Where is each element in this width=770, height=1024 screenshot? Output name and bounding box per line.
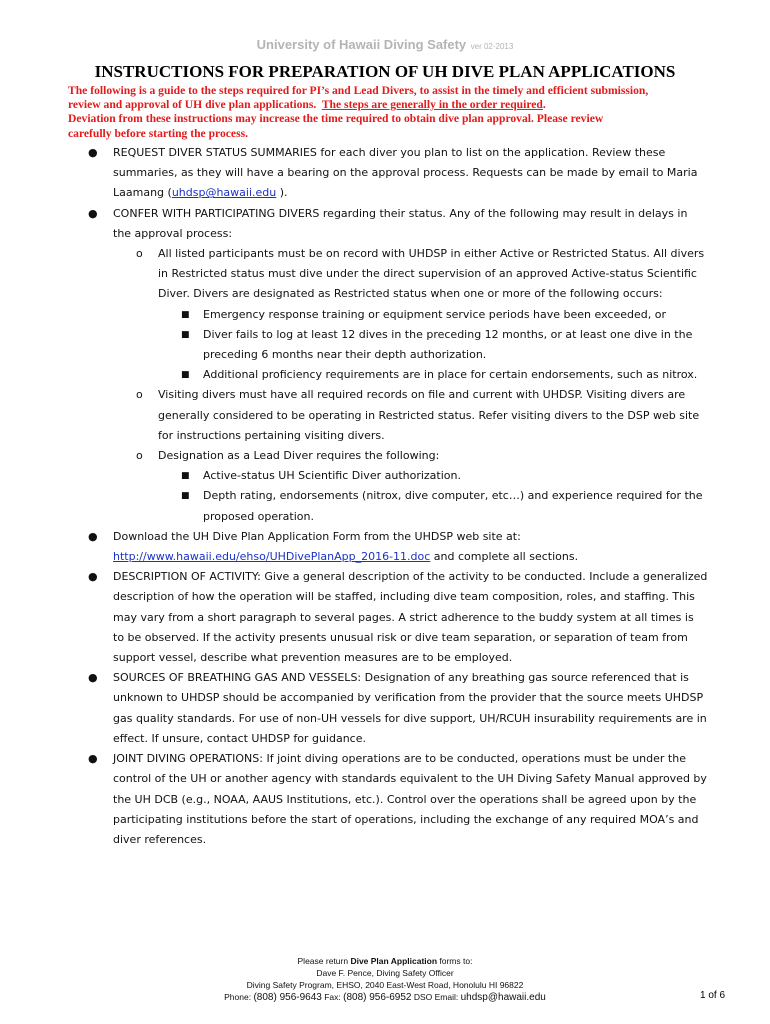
sub-sub-list-item: ■ Additional proficiency requirements are in place for certain endorsements, such as nitrox. — [68, 365, 708, 385]
bullet-icon: ● — [88, 570, 98, 584]
sub-sub-list-item: ■ Active-status UH Scientific Diver authorization. — [68, 466, 708, 486]
footer-contact: Phone: (808) 956-9643 Fax: (808) 956-6952 DSO Email: uhdsp@hawaii.edu — [224, 992, 546, 1003]
instruction-list — [68, 143, 708, 850]
bullet-icon: ● — [88, 146, 98, 159]
intro-line: carefully before starting the process. — [68, 126, 248, 140]
square-bullet-icon: ■ — [181, 309, 190, 320]
square-bullet-icon: ■ — [181, 471, 190, 482]
sub-list-item: o Designation as a Lead Diver requires the following: — [68, 446, 708, 466]
footer-return-line: Please return Dive Plan Application forms to: — [297, 956, 473, 966]
bullet-icon: ● — [88, 206, 98, 220]
footer-address: Diving Safety Program, EHSO, 2040 East-West Road, Honolulu HI 96822 — [246, 980, 524, 990]
sub-list-item: o Visiting divers must have all required records on file and current with UHDSP. Visiting divers are generally considered to be operating in Restricted status. Refer visiting divers to the DSP web site for instructions pertaining visiting divers. — [68, 385, 708, 446]
circle-bullet-icon: o — [136, 247, 143, 261]
page-header — [0, 36, 770, 54]
page-title: INSTRUCTIONS FOR PREPARATION OF UH DIVE PLAN APPLICATIONS — [94, 62, 676, 81]
page-number: 1 of 6 — [700, 990, 726, 1001]
list-item: ● DESCRIPTION OF ACTIVITY: Give a general description of the activity to be conducted. Include a generalized description of how the operation will be staffed, including dive team composition, roles, and staffing. This may vary from a short paragraph to several pages. A strict adherence to the buddy system at all times is to be observed. If the activity presents unusual risk or dive team separation, or separation of team from support vessel, describe what prevention measures are to be employed. — [68, 567, 708, 668]
sub-list-item: o All listed participants must be on record with UHDSP in either Active or Restricted Status. All divers in Restricted status must dive under the direct supervision of an approved Active-status Scientific Diver. Divers are designated as Restricted status when one or more of the following occurs: — [68, 244, 708, 305]
footer-email: uhdsp@hawaii.edu — [460, 992, 546, 1003]
list-item: ● REQUEST DIVER STATUS SUMMARIES for each diver you plan to list on the application. Review these summaries, as they will have a bearing on the approval process. Requests can be made by email to Maria Laamang (uhdsp@hawaii.edu ). — [68, 143, 708, 204]
intro-underlined: The steps are generally in the order required — [321, 98, 543, 112]
sub-sub-list-item: ■ Depth rating, endorsements (nitrox, dive computer, etc…) and experience required for the proposed operation. — [68, 486, 708, 526]
sub-sub-list-item: ■ Emergency response training or equipment service periods have been exceeded, or — [68, 305, 708, 325]
footer-phone: (808) 956-9643 — [253, 992, 322, 1003]
list-item: ● SOURCES OF BREATHING GAS AND VESSELS: Designation of any breathing gas source referenced that is unknown to UHDSP should be accompanied by verification from the provider that the source meets UHDSP gas quality standards. For use of non-UH vessels for dive support, UH/RCUH insurability requirements are in effect. If unsure, contact UHDSP for guidance. — [68, 668, 708, 749]
list-item: ● Download the UH Dive Plan Application Form from the UHDSP web site at: http://www.hawaii.edu/ehso/UHDivePlanApp_2016-11.doc and complete all sections. — [68, 527, 708, 567]
square-bullet-icon: ■ — [181, 329, 190, 340]
intro-text — [68, 84, 708, 141]
footer-officer: Dave F. Pence, Diving Safety Officer — [316, 968, 454, 978]
circle-bullet-icon: o — [136, 388, 143, 402]
email-link[interactable]: uhdsp@hawaii.edu — [171, 186, 277, 200]
header-version: ver 02-2013 — [470, 42, 514, 51]
intro-line: Deviation from these instructions may increase the time required to obtain dive plan approval. Please review — [68, 112, 604, 126]
intro-line: review and approval of UH dive plan applications. The steps are generally in the order required. — [68, 98, 546, 112]
header-org: University of Hawaii Diving Safety — [256, 37, 467, 52]
circle-bullet-icon: o — [136, 449, 143, 463]
footer-fax: (808) 956-6952 — [343, 992, 412, 1003]
square-bullet-icon: ■ — [181, 491, 190, 502]
list-item: ● CONFER WITH PARTICIPATING DIVERS regarding their status. Any of the following may result in delays in the approval process: — [68, 204, 708, 244]
bullet-icon: ● — [88, 529, 98, 543]
square-bullet-icon: ■ — [181, 370, 190, 381]
bullet-icon: ● — [88, 752, 98, 766]
intro-line: The following is a guide to the steps required for PI’s and Lead Divers, to assist in the timely and efficient submission, — [68, 84, 649, 97]
sub-sub-list-item: ■ Diver fails to log at least 12 dives in the preceding 12 months, or at least one dive in the preceding 6 months near their depth authorization. — [68, 325, 708, 365]
list-item: ● JOINT DIVING OPERATIONS: If joint diving operations are to be conducted, operations must be under the control of the UH or another agency with standards equivalent to the UH Diving Safety Manual approved by the UH DCB (e.g., NOAA, AAUS Institutions, etc.). Control over the operations shall be agreed upon by the participating institutions before the start of operations, including the exchange of any required MOA’s and diver references. — [68, 749, 708, 850]
page-footer — [0, 955, 770, 1004]
bullet-icon: ● — [88, 671, 98, 685]
form-download-link[interactable]: http://www.hawaii.edu/ehso/UHDivePlanApp_2016-11.doc — [113, 550, 431, 564]
